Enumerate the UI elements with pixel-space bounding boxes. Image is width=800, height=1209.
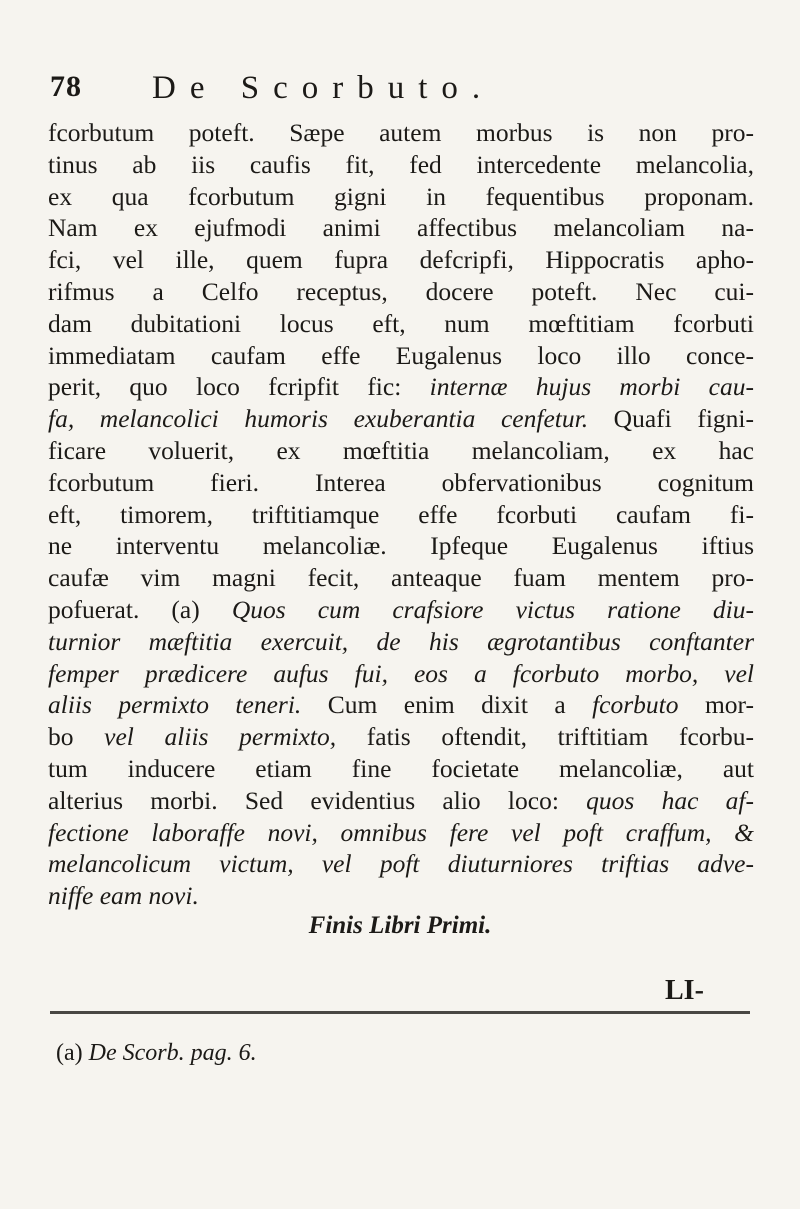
text-line	[48, 117, 754, 149]
text-segment: fcorbutum poteft. Sæpe autem morbus is non pro-	[48, 118, 754, 147]
text-segment: alterius morbi. Sed evidentius alio loco:	[48, 785, 587, 815]
italic-quote-segment: melancolicum victum, vel poft diuturniores triftias adve-	[48, 849, 754, 879]
text-segment: ficare voluerit, ex mœftitia melancoliam, ex hac	[48, 435, 754, 465]
footnote	[56, 1040, 257, 1067]
text-segment: ex qua fcorbutum gigni in fequentibus proponam.	[48, 181, 754, 211]
italic-quote-segment: fcorbuto	[592, 690, 679, 720]
italic-quote-segment: aliis permixto teneri.	[48, 690, 302, 720]
text-line	[48, 817, 754, 849]
italic-quote-segment: quos hac af-	[586, 785, 754, 815]
text-line	[48, 721, 754, 753]
text-line	[48, 658, 754, 690]
text-segment: perit, quo loco fcripfit fic:	[48, 372, 430, 402]
text-segment: tinus ab iis caufis fit, fed intercedente melancolia,	[48, 149, 754, 179]
text-segment: ne interventu melancoliæ. Ipfeque Eugalenus iftius	[48, 531, 754, 561]
text-line	[48, 403, 754, 435]
italic-quote-segment: fa, melancolici humoris exuberantia cenfetur.	[48, 404, 589, 434]
text-line	[48, 244, 754, 276]
text-line	[48, 848, 754, 880]
text-segment: Cum enim dixit a	[301, 690, 593, 720]
catchword: LI-	[665, 975, 704, 1006]
text-segment: caufæ vim magni fecit, anteaque fuam mentem pro-	[48, 563, 754, 593]
text-segment: immediatam caufam effe Eugalenus loco illo conce-	[48, 340, 754, 370]
text-line	[48, 753, 754, 785]
italic-quote-segment: femper prædicere aufus fui, eos a fcorbuto morbo, vel	[48, 658, 754, 688]
text-line	[48, 181, 754, 213]
footnote-mark: (a)	[56, 1040, 89, 1066]
text-segment: rifmus a Celfo receptus, docere poteft. Nec cui-	[48, 276, 754, 306]
text-line	[48, 689, 754, 721]
text-segment: dam dubitationi locus eft, num mœftitiam fcorbuti	[48, 308, 754, 338]
italic-quote-segment: Quos cum crafsiore victus ratione diu-	[231, 594, 754, 624]
footnote-text: De Scorb. pag. 6.	[88, 1040, 257, 1066]
finis-libri-line: Finis Libri Primi.	[308, 912, 492, 939]
text-line	[48, 562, 754, 594]
text-line	[48, 499, 754, 531]
italic-quote-segment: turnior mæftitia exercuit, de his ægrotantibus conftanter	[48, 626, 754, 656]
page-number: 78	[50, 70, 82, 103]
footnote-divider	[50, 1011, 750, 1014]
text-line	[48, 594, 754, 626]
page-header	[50, 70, 750, 114]
text-line	[48, 880, 754, 912]
text-line	[48, 149, 754, 181]
text-line	[48, 212, 754, 244]
text-segment: eft, timorem, triftitiamque effe fcorbuti caufam fi-	[48, 499, 754, 529]
text-segment: Nam ex ejufmodi animi affectibus melancoliam na-	[48, 213, 754, 243]
text-segment: fatis oftendit, triftitiam fcorbu-	[336, 722, 755, 752]
text-line	[48, 530, 754, 562]
text-line	[48, 435, 754, 467]
text-line	[48, 308, 754, 340]
text-line	[48, 340, 754, 372]
text-segment: fci, vel ille, quem fupra defcripfi, Hippocratis apho-	[48, 245, 754, 275]
italic-quote-segment: vel aliis permixto,	[104, 722, 337, 752]
running-title: De Scorbuto.	[152, 70, 495, 106]
italic-quote-segment: niffe eam novi.	[48, 881, 199, 911]
text-line	[48, 371, 754, 403]
text-segment: tum inducere etiam fine focietate melancoliæ, aut	[48, 753, 754, 783]
text-segment: Quafi figni-	[588, 404, 754, 434]
text-line	[48, 785, 754, 817]
text-line	[48, 626, 754, 658]
italic-quote-segment: fectione laboraffe novi, omnibus fere vel poft craffum, &	[48, 817, 754, 847]
body-text	[48, 117, 754, 912]
text-segment: fcorbutum fieri. Interea obfervationibus cognitum	[48, 467, 754, 497]
text-line	[48, 467, 754, 499]
text-line	[48, 276, 754, 308]
text-segment: bo	[48, 722, 105, 752]
text-segment: pofuerat. (a)	[48, 594, 232, 624]
text-segment: mor-	[678, 690, 755, 720]
italic-quote-segment: internæ hujus morbi cau-	[429, 372, 754, 402]
